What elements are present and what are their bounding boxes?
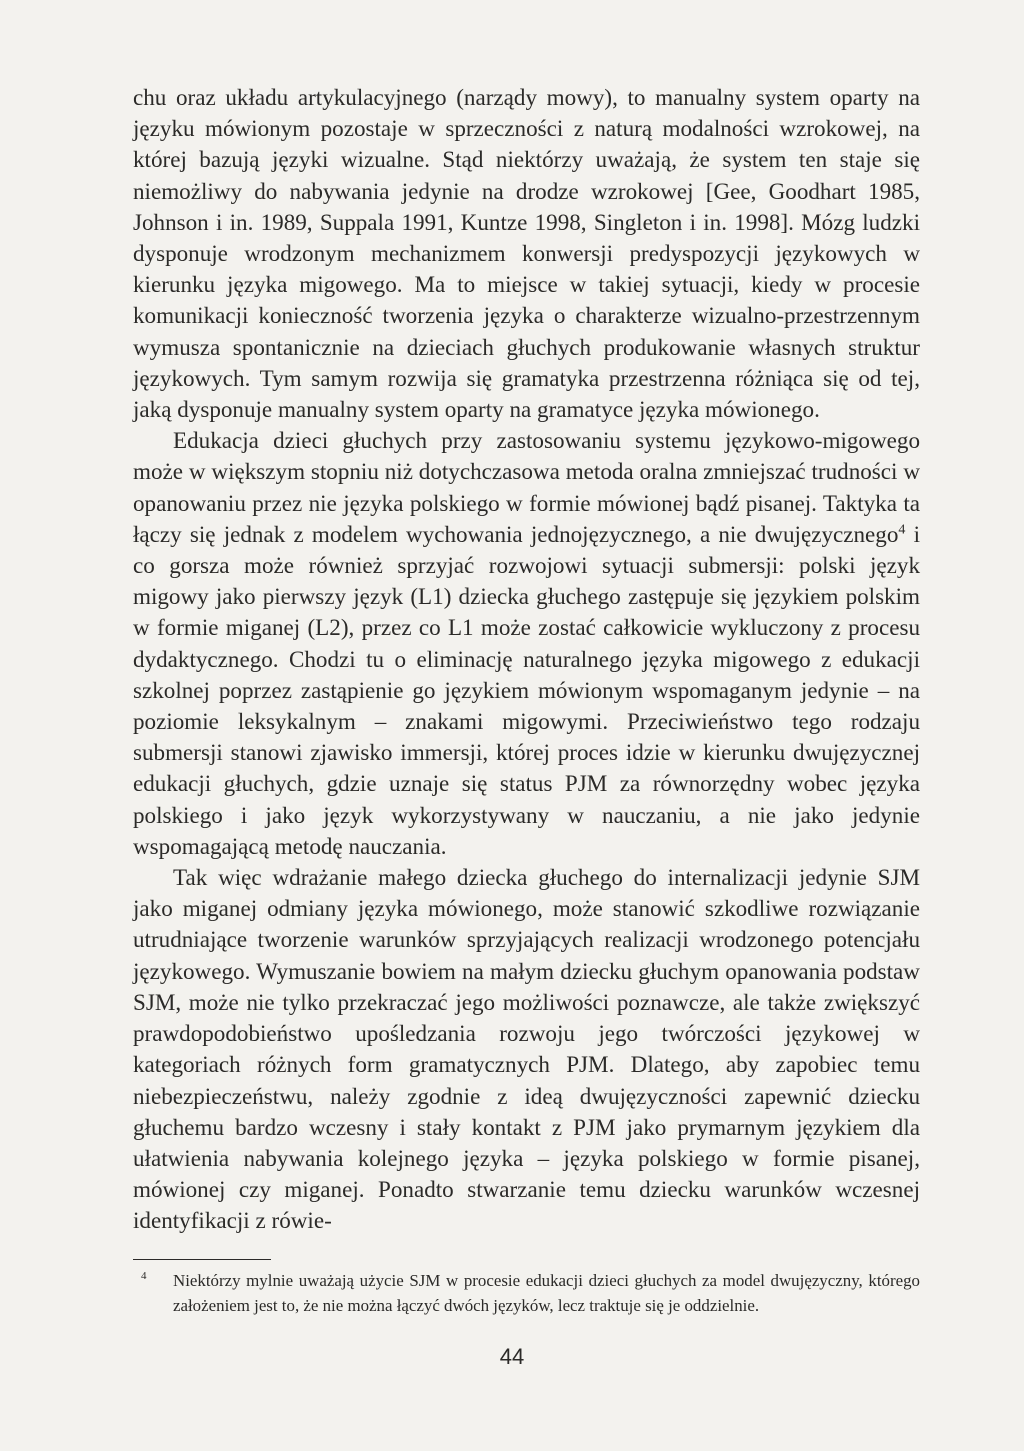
footnote-divider bbox=[133, 1259, 271, 1260]
footnote-reference[interactable]: 4 bbox=[898, 522, 906, 538]
paragraph-3: Tak więc wdrażanie małego dziecka głuchego do internalizacji jedynie SJM jako miganej odmiany języka mówionego, może stanowić szkodliwe rozwiązanie utrudniające tworzenie warunków sprzyjających realizacji wrodzonego potencjału językowego. Wymuszanie bowiem na małym dziecku głuchym opanowania podstaw SJM, może nie tylko przekraczać jego możliwości poznawcze, ale także zwiększyć prawdopodobieństwo upośledzania rozwoju jego twórczości językowej w kategoriach różnych form gramatycznych PJM. Dlatego, aby zapobiec temu niebezpieczeństwu, należy zgodnie z ideą dwujęzyczności zapewnić dziecku głuchemu bardzo wczesny i stały kontakt z PJM jako prymarnym językiem dla ułatwienia nabywania kolejnego języka – języka polskiego w formie pisanej, mówionej czy miganej. Ponadto stwarzanie temu dziecku warunków wczesnej identyfikacji z rówie- bbox=[133, 864, 920, 1234]
paragraph-2 bbox=[133, 425, 920, 862]
footnote-number: 4 bbox=[141, 1270, 147, 1282]
footnote bbox=[133, 1268, 920, 1318]
paragraph-2-text-a: Edukacja dzieci głuchych przy zastosowaniu systemu językowo-migowego może w większym stopniu niż dotychczasowa metoda oralna zmniejszać trudności w opanowaniu przez nie języka polskiego w formie mówionej bądź pisanej. Taktyka ta łączy się jednak z modelem wychowania jednojęzycznego, a nie dwujęzycznego bbox=[133, 427, 920, 547]
body-text bbox=[133, 82, 920, 1237]
page-number: 44 bbox=[499, 1344, 525, 1369]
paragraph-1: chu oraz układu artykulacyjnego (narządy mowy), to manualny system oparty na języku mówionym pozostaje w sprzeczności z naturą modalności wzrokowej, na której bazują języki wizualne. Stąd niektórzy uważają, że system ten staje się niemożliwy do nabywania jedynie na drodze wzrokowej [Gee, Goodhart 1985, Johnson i in. 1989, Suppala 1991, Kuntze 1998, Singleton i in. 1998]. Mózg ludzki dysponuje wrodzonym mechanizmem konwersji predyspozycji językowych w kierunku języka migowego. Ma to miejsce w takiej sytuacji, kiedy w procesie komunikacji konieczność tworzenia języka o charakterze wizualno-przestrzennym wymusza spontanicznie na dzieciach głuchych produkowanie własnych struktur językowych. Tym samym rozwija się gramatyka przestrzenna różniąca się od tej, jaką dysponuje manualny system oparty na gramatyce języka mówionego. bbox=[133, 84, 920, 423]
paragraph-2-text-b: i co gorsza może również sprzyjać rozwojowi sytuacji submersji: polski język migowy jako pierwszy język (L1) dziecka głuchego zastępuje się językiem polskim w formie miganej (L2), przez co L1 może zostać całkowicie wykluczony z procesu dydaktycznego. Chodzi tu o eliminację naturalnego języka migowego z edukacji szkolnej poprzez zastąpienie go językiem mówionym wspomaganym jedynie – na poziomie leksykalnym – znakami migowymi. Przeciwieństwo tego rodzaju submersji stanowi zjawisko immersji, której proces idzie w kierunku dwujęzycznej edukacji głuchych, gdzie uznaje się status PJM za równorzędny wobec języka polskiego i jako język wykorzystywany w nauczaniu, a nie jako jedynie wspomagającą metodę nauczania. bbox=[133, 520, 920, 859]
footnote-text: Niektórzy mylnie uważają użycie SJM w procesie edukacji dzieci głuchych za model dwujęzyczny, którego założeniem jest to, że nie można łączyć dwóch języków, lecz traktuje się je oddzielnie. bbox=[173, 1271, 920, 1315]
